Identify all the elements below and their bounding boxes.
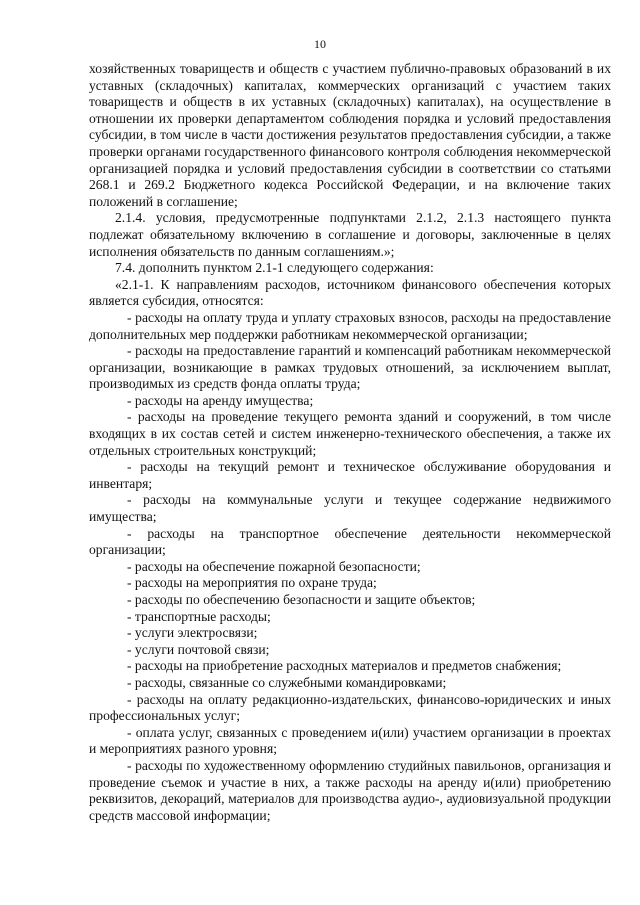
list-item: - транспортные расходы; xyxy=(127,608,271,624)
list-item: - расходы на транспортное обеспечение деятельности некоммерческой организации; xyxy=(89,525,611,558)
list-item: - расходы на текущий ремонт и техническое обслуживание оборудования и инвентаря; xyxy=(89,459,611,491)
list-item: - расходы на коммунальные услуги и текущее содержание недвижимого имущества; xyxy=(89,492,611,525)
list-item: - расходы на оплату труда и уплату страховых взносов, расходы на предоставление дополнительных мер поддержки работникам некоммерческой организации; xyxy=(89,309,611,342)
list-item: - расходы на оплату редакционно-издательских, финансово-юридических и иных профессиональных услуг; xyxy=(89,691,611,724)
list-item: - расходы на мероприятия по охране труда; xyxy=(127,575,377,591)
paragraph-2-1-1: «2.1-1. К направлениям расходов, источником финансового обеспечения которых является субсидия, относятся: xyxy=(89,276,611,309)
list-item: - расходы по обеспечению безопасности и защите объектов; xyxy=(127,592,476,607)
list-item: - услуги электросвязи; xyxy=(127,625,258,641)
list-item: - расходы, связанные со служебными командировками; xyxy=(127,674,447,690)
list-item: - расходы на проведение текущего ремонта зданий и сооружений, в том числе входящих в их состав сетей и систем инженерно-технического обеспечения, а также их отдельных строительных конструкций; xyxy=(89,409,611,458)
list-item: - услуги почтовой связи; xyxy=(127,641,270,657)
document-body xyxy=(89,61,611,824)
list-item: - оплата услуг, связанных с проведением и(или) участием организации в проектах и мероприятиях разного уровня; xyxy=(89,724,611,757)
paragraph-continuation: хозяйственных товариществ и обществ с участием публично-правовых образований в их уставных (складочных) капиталах, коммерческих организаций с участием таких товариществ и обществ в их уставных (складочных) капиталах), на осуществление в отношении их проверки департаментом соблюдения порядка и условий предоставления субсидии, в том числе в части достижения результатов предоставления субсидии, а также проверки органами государственного финансового контроля соблюдения некоммерческой организацией порядка и условий предоставления субсидии в соответствии со статьями 268.1 и 269.2 Бюджетного кодекса Российской Федерации, и на включение таких положений в соглашение; xyxy=(89,61,611,209)
paragraph-7-4: 7.4. дополнить пунктом 2.1-1 следующего содержания: xyxy=(115,260,434,276)
expense-list xyxy=(89,310,611,824)
list-item: - расходы на обеспечение пожарной безопасности; xyxy=(127,558,421,574)
list-item: - расходы на приобретение расходных материалов и предметов снабжения; xyxy=(127,658,562,674)
list-item: - расходы на предоставление гарантий и компенсаций работникам некоммерческой организации, возникающие в рамках трудовых отношений, за исключением выплат, производимых из средств фонда оплаты труда; xyxy=(89,343,611,392)
list-item: - расходы по художественному оформлению студийных павильонов, организация и проведение съемок и участие в них, а также расходы на аренду и(или) приобретению реквизитов, декораций, материалов для производства аудио-, аудиовизуальной продукции средств массовой информации; xyxy=(89,757,611,823)
paragraph-2-1-4: 2.1.4. условия, предусмотренные подпунктами 2.1.2, 2.1.3 настоящего пункта подлежат обязательному включению в соглашение и договоры, заключенные в целях исполнения обязательств по данным соглашениям.»; xyxy=(89,210,611,259)
list-item: - расходы на аренду имущества; xyxy=(127,392,314,408)
page-number: 10 xyxy=(314,37,326,51)
